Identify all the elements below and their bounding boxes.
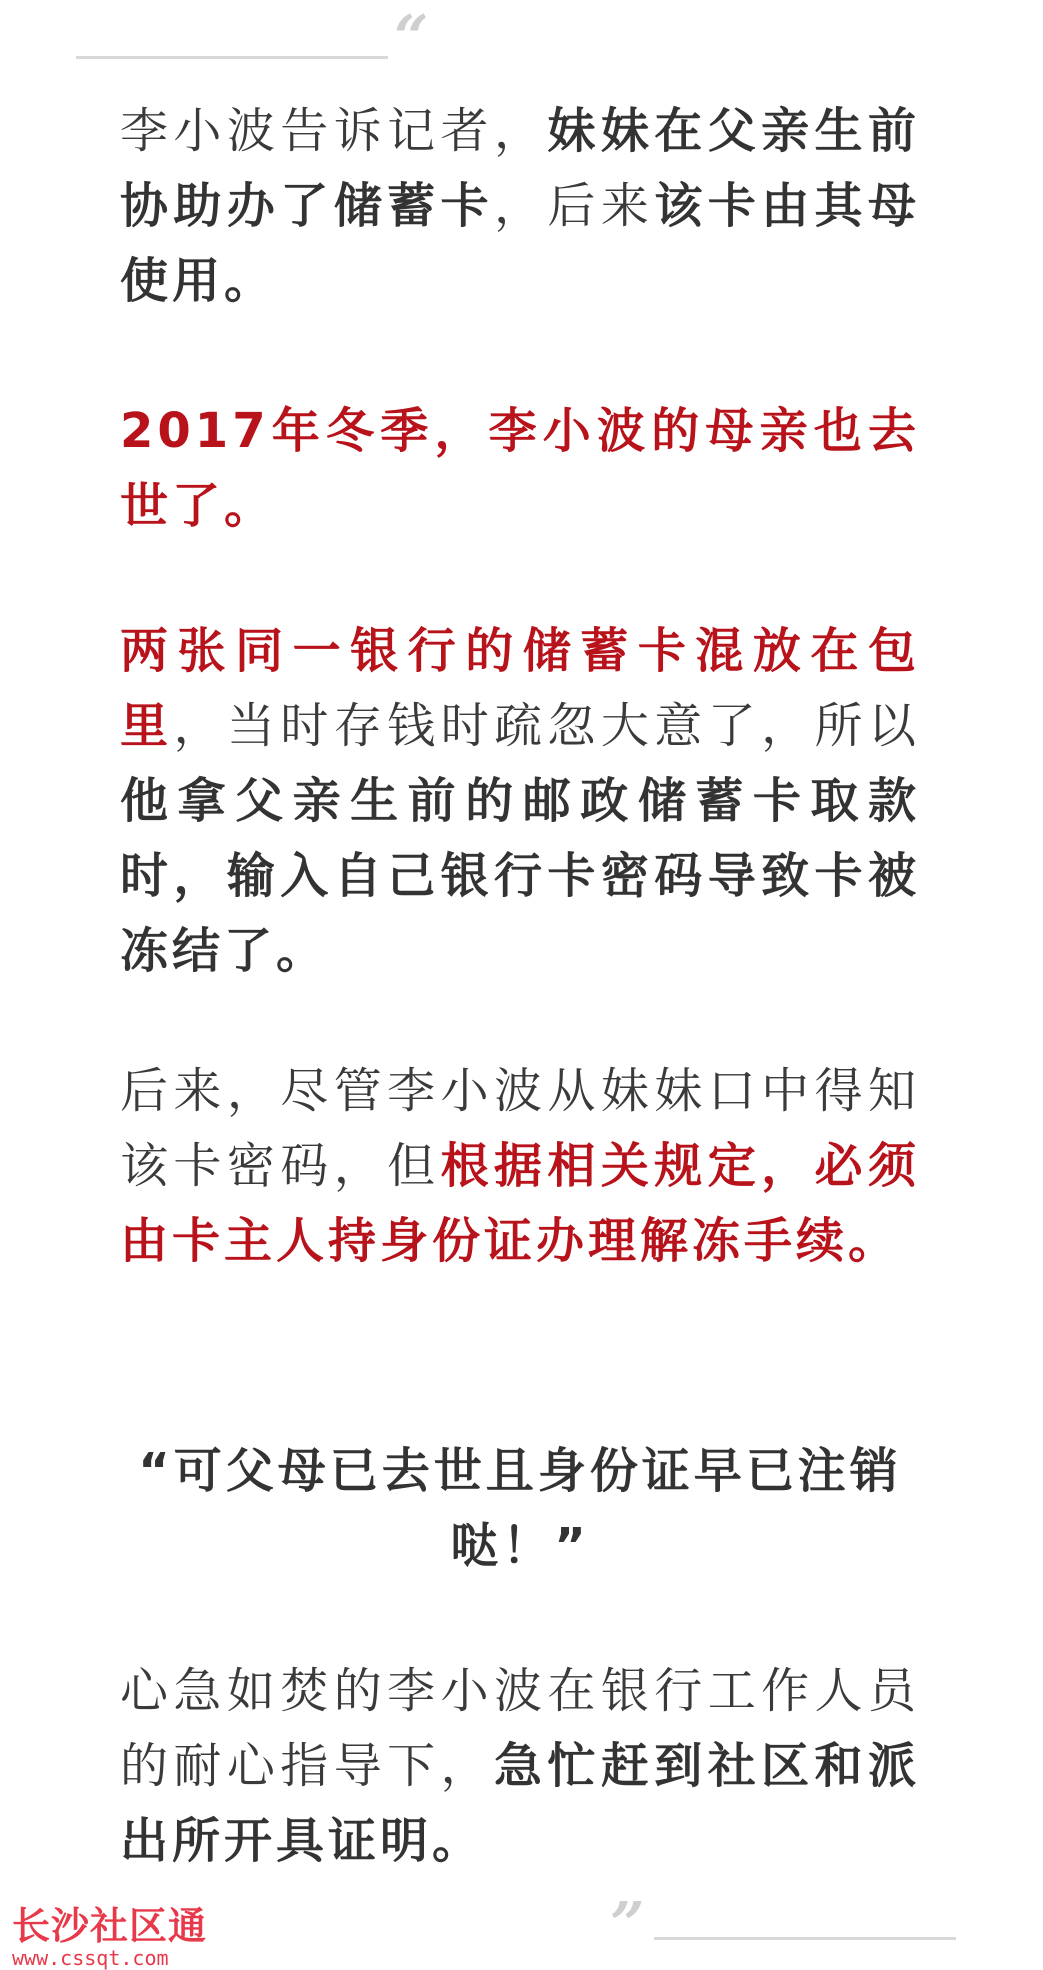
opening-quote-decoration	[76, 0, 436, 73]
p1-bold-1: 妹妹在父亲生前协助办了储蓄卡	[120, 103, 920, 234]
p3-text-1: ，当时存钱时疏忽大意了，所以	[173, 698, 920, 754]
p4-red-1: 根据相关规定，必须由卡主人持身份证办理解冻手续。	[120, 1138, 920, 1269]
watermark-url: www.cssqt.com	[12, 1946, 169, 1970]
paragraph-5-quote: “可父母已去世且身份证早已注销哒！”	[138, 1443, 902, 1574]
paragraph-6	[120, 1654, 920, 1879]
paragraph-3	[120, 614, 920, 989]
top-divider-line	[76, 56, 388, 59]
p1-bold-2: 该卡由其母使用	[120, 178, 920, 309]
p1-text-3: 。	[224, 253, 277, 309]
p4-text-1: 后来，尽管李小波从妹妹口中得知该卡密码，但	[120, 1063, 920, 1194]
closing-quote-decoration	[610, 1890, 970, 1960]
p6-text-1: 心急如焚的李小波在银行工作人员的耐心指导下，	[120, 1663, 920, 1794]
p3-red-1: 两张同一银行的储蓄卡混放在包里	[120, 623, 920, 754]
paragraph-4	[120, 1054, 920, 1279]
p3-bold-1: 他拿父亲生前的邮政储蓄卡取款时，输入自己银行卡密码导致卡被冻结了。	[120, 773, 920, 979]
close-quote-mark: ”	[610, 1890, 645, 1960]
p1-text-2: ，后来	[493, 178, 655, 234]
p6-bold-1: 急忙赶到社区和派出所开具证明。	[120, 1738, 920, 1869]
watermark-name: 长沙社区通	[12, 1904, 208, 1948]
watermark-logo	[12, 1904, 232, 1970]
open-quote-mark: “	[394, 3, 429, 73]
bottom-divider-line	[654, 1937, 956, 1940]
paragraph-1	[120, 94, 920, 319]
p1-text-1: 李小波告诉记者，	[120, 103, 548, 159]
paragraph-2-highlight: 2017年冬季，李小波的母亲也去世了。	[120, 403, 920, 534]
